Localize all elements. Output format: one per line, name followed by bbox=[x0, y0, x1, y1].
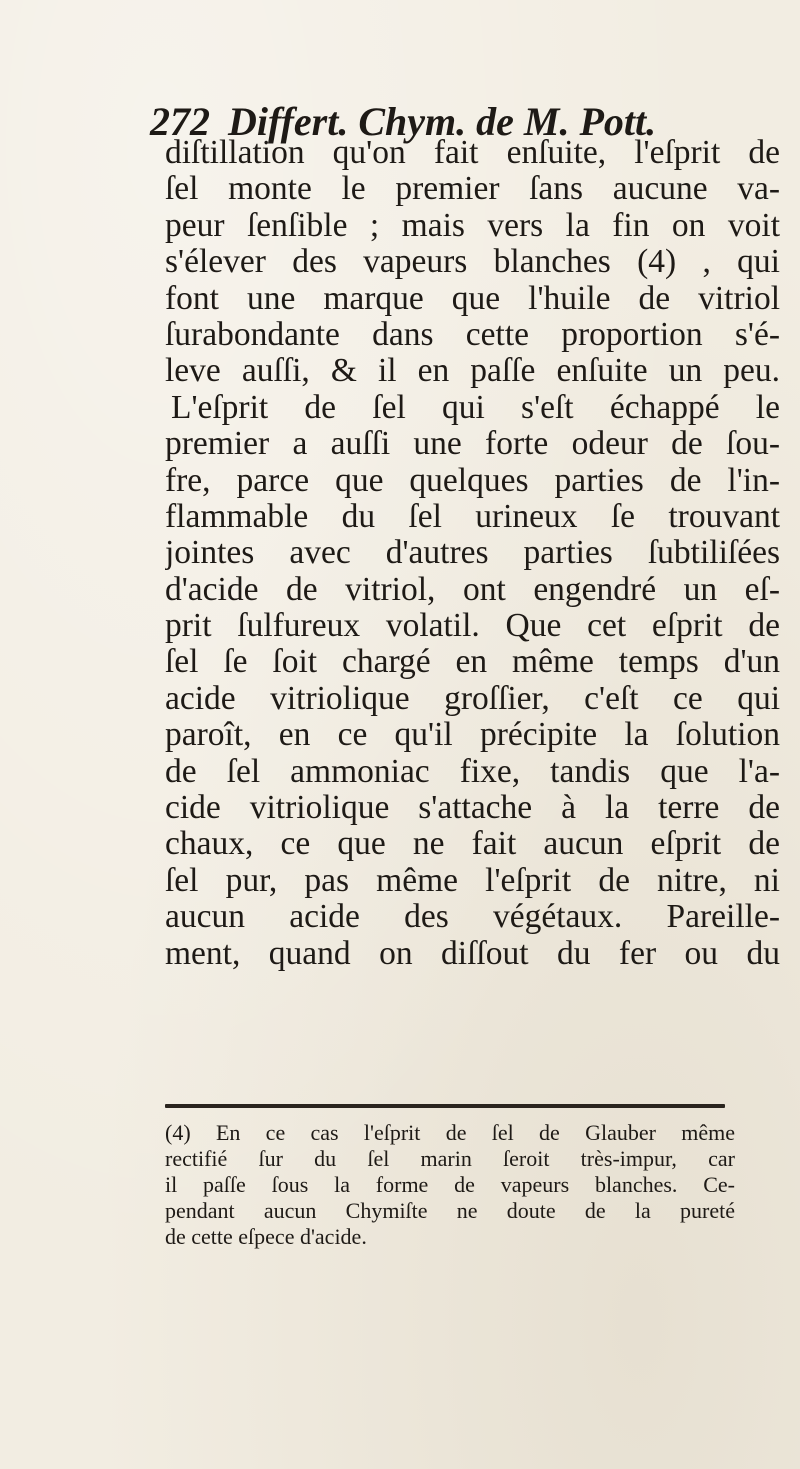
text-line: chaux, ce que ne fait aucun eſprit de bbox=[165, 826, 780, 863]
text-line: s'élever des vapeurs blanches (4) , qui bbox=[165, 244, 780, 281]
text-line: d'acide de vitriol, ont engendré un eſ- bbox=[165, 571, 780, 608]
text-line: font une marque que l'huile de vitriol bbox=[165, 280, 780, 317]
text-line: leve auſſi, & il en paſſe enſuite un peu. bbox=[165, 353, 780, 390]
footnote-line: (4) En ce cas l'eſprit de ſel de Glauber même bbox=[165, 1120, 735, 1145]
footnote-divider bbox=[165, 1104, 725, 1108]
footnote bbox=[165, 1120, 735, 1250]
text-line: paroît, en ce qu'il précipite la ſolution bbox=[165, 717, 780, 754]
footnote-line: de cette eſpece d'acide. bbox=[165, 1224, 367, 1249]
text-line: ſurabondante dans cette proportion s'é- bbox=[165, 316, 780, 353]
text-line: peur ſenſible ; mais vers la fin on voit bbox=[165, 207, 780, 244]
text-line: ſel monte le premier ſans aucune va- bbox=[165, 171, 780, 208]
text-line: fre, parce que quelques parties de l'in- bbox=[165, 462, 780, 499]
text-line: cide vitriolique s'attache à la terre de bbox=[165, 790, 780, 827]
text-line: ſel ſe ſoit chargé en même temps d'un bbox=[165, 644, 780, 681]
running-head-title: Differt. Chym. de M. Pott. bbox=[228, 99, 657, 144]
footnote-line: rectifié ſur du ſel marin ſeroit très-impur, car bbox=[165, 1146, 735, 1171]
footnote-line: pendant aucun Chymiſte ne doute de la pureté bbox=[165, 1198, 735, 1223]
text-line: aucun acide des végétaux. Pareille- bbox=[165, 899, 780, 936]
text-line: de ſel ammoniac fixe, tandis que l'a- bbox=[165, 753, 780, 790]
text-line: acide vitriolique groſſier, c'eſt ce qui bbox=[165, 680, 780, 717]
text-line: L'eſprit de ſel qui s'eſt échappé le bbox=[171, 389, 780, 426]
text-line: flammable du ſel urineux ſe trouvant bbox=[165, 498, 780, 535]
main-text bbox=[165, 135, 780, 972]
text-line: jointes avec d'autres parties ſubtiliſées bbox=[165, 535, 780, 572]
page-number: 272 bbox=[150, 99, 210, 144]
text-line: ſel pur, pas même l'eſprit de nitre, ni bbox=[165, 862, 780, 899]
footnote-line: il paſſe ſous la forme de vapeurs blanches. Ce- bbox=[165, 1172, 735, 1197]
text-line: ment, quand on diſſout du fer ou du bbox=[165, 935, 780, 972]
text-line: prit ſulfureux volatil. Que cet eſprit de bbox=[165, 608, 780, 645]
text-line: diſtillation qu'on fait enſuite, l'eſprit de bbox=[165, 135, 780, 171]
text-line: premier a auſſi une forte odeur de ſou- bbox=[165, 426, 780, 463]
